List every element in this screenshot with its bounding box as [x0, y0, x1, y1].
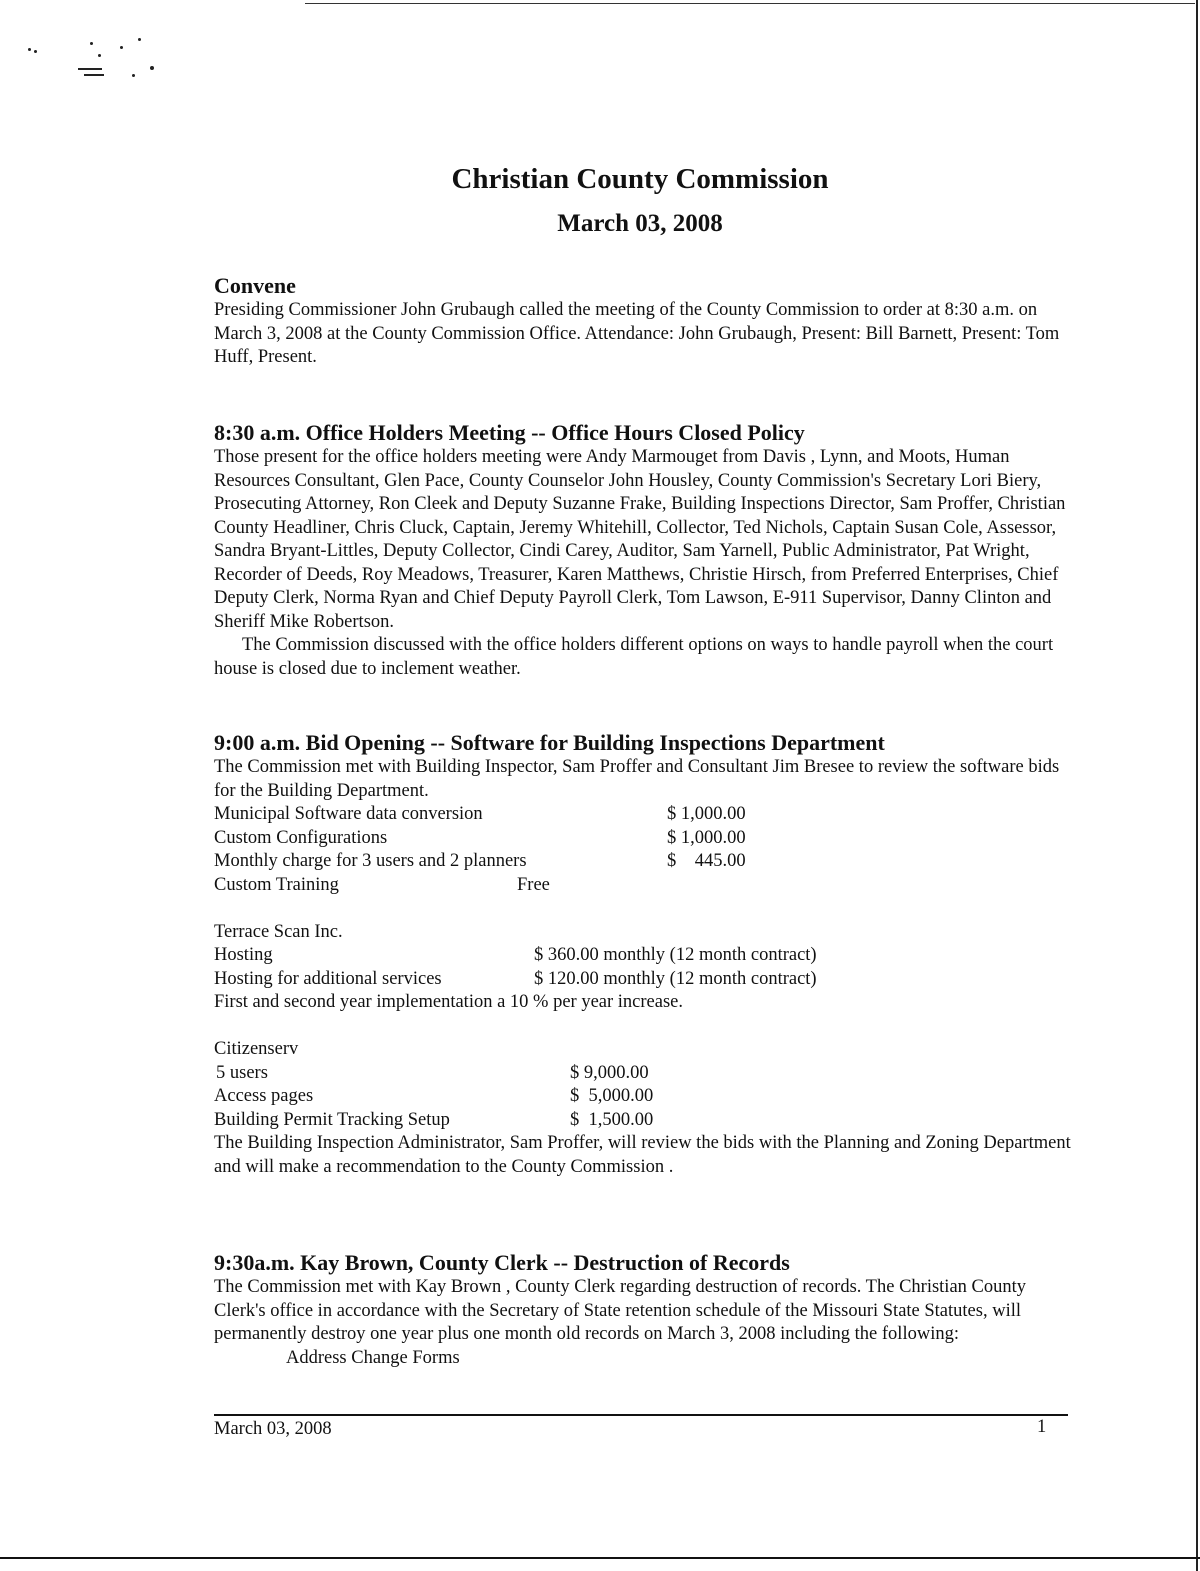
office-holders-text: Those present for the office holders meeting were Andy Marmouget from Davis , Lynn, and Moots, Human Resources Consultant, Glen Pace, County Counselor John Housley, County Commission's Secretary Lori Biery, Prosecuting Attorney, Ron Cleek and Deputy Suzanne Frake, Building Inspections Director, Sam Proffer, Christian County Headliner, Chris Cluck, Captain, Jeremy Whitehill, Collector, Ted Nichols, Captain Susan Cole, Assessor, Sandra Bryant-Littles, Deputy Collector, Cindi Carey, Auditor, Sam Yarnell, Public Administrator, Pat Wright, Recorder of Deeds, Roy Meadows, Treasurer, Karen Matthews, Christie Hirsch, from Preferred Enterprises, Chief Deputy Clerk, Norma Ryan and Chief Deputy Payroll Clerk, Tom Lawson, E-911 Supervisor, Danny Clinton and Sheriff Mike Robertson.: [214, 447, 1066, 632]
section-bid-opening: [214, 729, 1074, 1179]
bid-line-item: Building Permit Tracking Setup $ 1,500.00: [214, 1109, 654, 1130]
bid-line-item: Hosting $ 360.00 monthly (12 month contract): [214, 945, 817, 965]
bid-line-item: Municipal Software data conversion $ 1,000.00: [214, 804, 746, 824]
document-title: Christian County Commission: [451, 163, 829, 195]
convene-text: Presiding Commissioner John Grubaugh called the meeting of the County Commission to order at 8:30 a.m. on March 3, 2008 at the County Commission Office. Attendance: John Grubaugh, Present: Bill Barnett, Present: Tom Huff, Present.: [214, 300, 1060, 367]
footer-rule: [214, 1414, 1068, 1416]
records-text: The Commission met with Kay Brown , County Clerk regarding destruction of records. The Christian County Clerk's office in accordance with the Secretary of State retention schedule of the Missouri State Statutes, will permanently destroy one year plus one month old records on March 3, 2008 including the following:: [214, 1277, 1027, 1344]
section-records: [214, 1249, 1074, 1370]
bid-line-item: Monthly charge for 3 users and 2 planners $ 445.00: [214, 851, 746, 871]
office-holders-heading: 8:30 a.m. Office Holders Meeting -- Office Hours Closed Policy: [214, 420, 805, 445]
section-convene: [214, 272, 1074, 370]
scan-specks: [20, 30, 170, 90]
vendor-name: Terrace Scan Inc.: [214, 921, 343, 942]
section-office-holders: [214, 419, 1074, 681]
convene-heading: Convene: [214, 273, 296, 298]
bid-line-item: 5 users $ 9,000.00: [216, 1062, 649, 1083]
bid-line-item: Custom Training Free: [214, 874, 550, 895]
records-heading: 9:30a.m. Kay Brown, County Clerk -- Destruction of Records: [214, 1250, 790, 1275]
bid-opening-intro: The Commission met with Building Inspector, Sam Proffer and Consultant Jim Bresee to review the software bids for the Building Department.: [214, 757, 1060, 801]
footer-date: March 03, 2008: [214, 1419, 332, 1439]
office-holders-text-2: The Commission discussed with the office holders different options on ways to handle payroll when the court house is closed due to inclement weather.: [214, 635, 1054, 679]
records-list-item: Address Change Forms: [286, 1347, 460, 1368]
bid-line-item: Hosting for additional services $ 120.00 monthly (12 month contract): [214, 968, 817, 989]
document-date: March 03, 2008: [557, 210, 723, 237]
vendor-note: First and second year implementation a 10 % per year increase.: [214, 992, 684, 1012]
bid-line-item: Access pages $ 5,000.00: [214, 1086, 654, 1106]
scan-edge-top: [305, 3, 1195, 4]
bid-line-item: Custom Configurations $ 1,000.00: [214, 827, 746, 848]
bid-opening-closing: The Building Inspection Administrator, Sam Proffer, will review the bids with the Planning and Zoning Department and will make a recommendation to the County Commission .: [214, 1133, 1071, 1177]
vendor-name: Citizenserv: [214, 1039, 299, 1059]
bid-opening-heading: 9:00 a.m. Bid Opening -- Software for Building Inspections Department: [214, 730, 885, 755]
page-number: 1: [1037, 1417, 1047, 1437]
scan-edge-bottom: [0, 1557, 1200, 1559]
